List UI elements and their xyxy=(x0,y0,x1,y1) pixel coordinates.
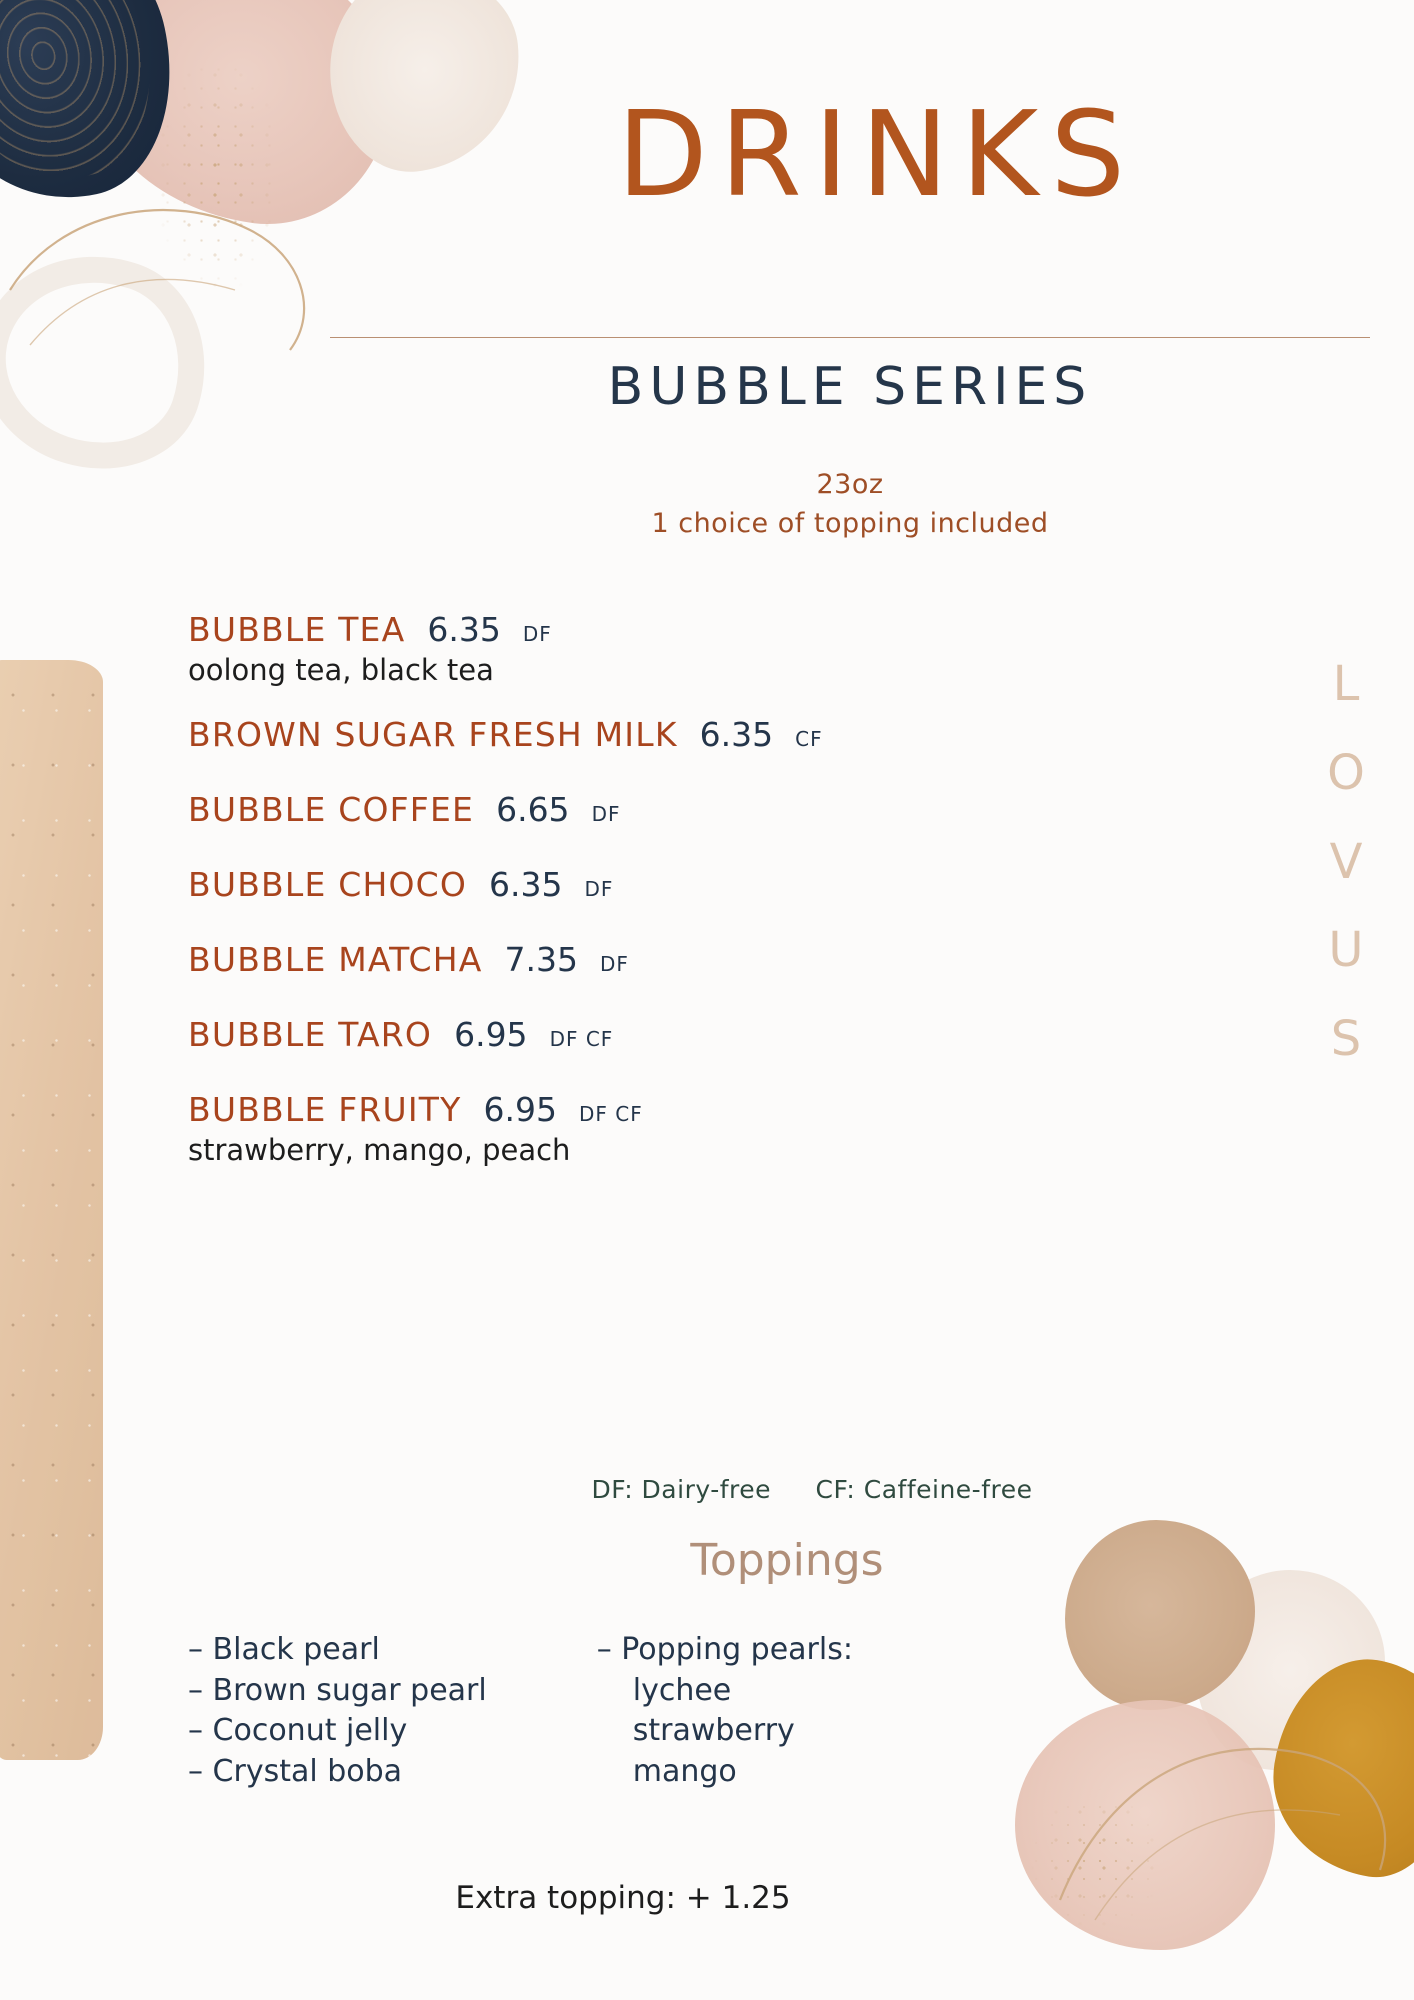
diet-legend xyxy=(330,1475,1294,1504)
popping-pearl-flavor: strawberry xyxy=(632,1713,795,1748)
item-diet-tags: DF xyxy=(522,622,552,646)
title-divider xyxy=(330,337,1370,338)
item-price: 6.95 xyxy=(483,1090,557,1129)
bottom-gold-blob-decoration xyxy=(1259,1647,1414,1888)
brand-letter: L xyxy=(1332,656,1362,712)
section-note xyxy=(330,465,1370,543)
popping-pearl-flavor: mango xyxy=(632,1753,737,1789)
popping-pearls-header: – Popping pearls: xyxy=(596,1632,853,1667)
item-name: BUBBLE TEA xyxy=(188,610,406,649)
item-diet-tags: DF CF xyxy=(579,1102,643,1126)
toppings-column-left xyxy=(188,1630,487,1792)
toppings-column-right xyxy=(597,1630,853,1792)
page-title: DRINKS xyxy=(616,85,1138,223)
item-price: 6.35 xyxy=(489,865,563,904)
item-price: 6.95 xyxy=(454,1015,528,1054)
item-price: 6.35 xyxy=(699,715,774,754)
legend-cf: CF: Caffeine-free xyxy=(815,1475,1033,1504)
toppings-title: Toppings xyxy=(690,1535,884,1586)
menu-item xyxy=(188,1090,1294,1167)
popping-pearl-flavor: lychee xyxy=(632,1672,732,1708)
bottom-gold-dots-decoration xyxy=(1020,1770,1190,1950)
menu-item xyxy=(188,865,1294,904)
brand-letter: S xyxy=(1330,1011,1364,1068)
item-diet-tags: DF xyxy=(584,877,614,901)
item-diet-tags: DF CF xyxy=(549,1027,614,1051)
item-name: BUBBLE FRUITY xyxy=(188,1090,462,1129)
topping-item: – Coconut jelly xyxy=(188,1713,408,1748)
item-name: BUBBLE CHOCO xyxy=(188,865,468,904)
section-title: BUBBLE SERIES xyxy=(607,357,1093,417)
extra-topping-note: Extra topping: + 1.25 xyxy=(455,1880,791,1916)
item-diet-tags: DF xyxy=(591,802,621,826)
topping-item: – Brown sugar pearl xyxy=(188,1672,487,1708)
item-diet-tags: DF xyxy=(600,952,629,976)
item-name: BROWN SUGAR FRESH MILK xyxy=(188,715,678,754)
cream-ring-decoration xyxy=(0,225,234,497)
topping-item: – Crystal boba xyxy=(188,1753,403,1789)
item-price: 6.35 xyxy=(427,610,501,649)
sand-brush-decoration xyxy=(0,660,103,1760)
size-label: 23oz xyxy=(816,469,884,500)
bottom-gold-swirl-decoration xyxy=(1040,1600,1414,1930)
item-price: 6.65 xyxy=(496,790,570,829)
item-name: BUBBLE COFFEE xyxy=(188,790,475,829)
brand-letter: U xyxy=(1328,922,1366,979)
menu-item xyxy=(188,610,1294,687)
item-name: BUBBLE MATCHA xyxy=(188,940,483,979)
menu-item xyxy=(188,790,1294,829)
bottom-cream-blob-decoration xyxy=(1195,1570,1385,1770)
menu-item xyxy=(188,940,1294,979)
legend-df: DF: Dairy-free xyxy=(591,1475,772,1504)
menu-item-list xyxy=(188,610,1294,1189)
brand-vertical-logo xyxy=(1302,640,1392,1084)
item-description: oolong tea, black tea xyxy=(188,653,494,687)
topping-included-label: 1 choice of topping included xyxy=(651,508,1049,540)
item-price: 7.35 xyxy=(504,940,579,979)
toppings-list xyxy=(188,1630,1088,1792)
brand-letter: O xyxy=(1327,744,1367,801)
item-description: strawberry, mango, peach xyxy=(188,1133,571,1167)
item-name: BUBBLE TARO xyxy=(188,1015,433,1054)
topping-item: – Black pearl xyxy=(188,1632,380,1667)
menu-item xyxy=(188,715,1294,754)
brand-letter: V xyxy=(1329,833,1365,890)
menu-item xyxy=(188,1015,1294,1054)
item-diet-tags: CF xyxy=(795,727,823,751)
